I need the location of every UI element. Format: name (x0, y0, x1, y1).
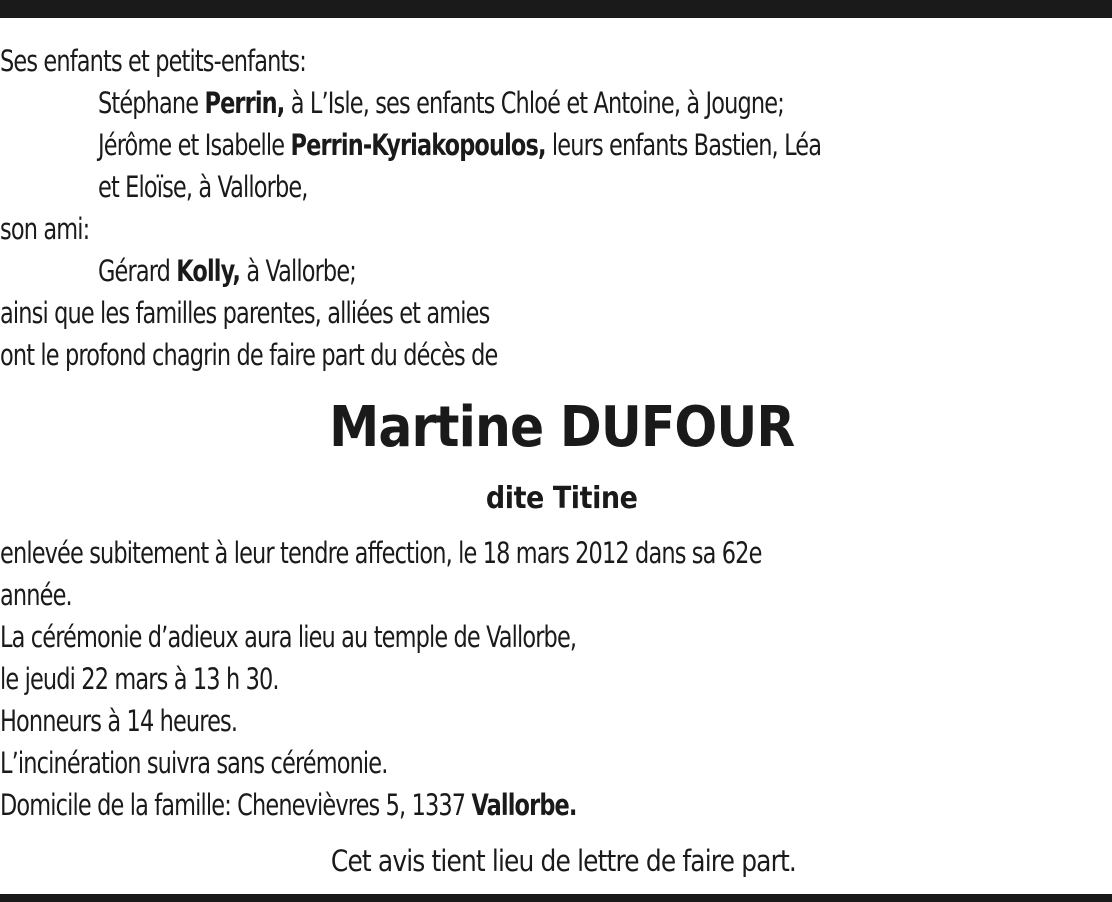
friend-entry-gerard (98, 250, 356, 292)
family-entry-stephane (98, 82, 784, 124)
entry-prefix: Stéphane (98, 86, 205, 120)
address-town: Vallorbe. (471, 788, 577, 822)
friend-heading: son ami: (0, 212, 90, 246)
ceremony-date-line: le jeudi 22 mars à 13 h 30. (0, 662, 279, 696)
announcement-line: ont le profond chagrin de faire part du décès de (0, 338, 498, 372)
honours-line: Honneurs à 14 heures. (0, 704, 238, 738)
details-line-1: enlevée subitement à leur tendre affection, le 18 mars 2012 dans sa 62e (0, 536, 762, 570)
surname-perrin-kyriakopoulos: Perrin-Kyriakopoulos, (290, 128, 546, 162)
ceremony-line: La cérémonie d’adieux aura lieu au temple de Vallorbe, (0, 620, 577, 654)
entry-prefix: Gérard (98, 254, 177, 288)
bottom-border-rule (0, 894, 1112, 902)
incineration-line: L’incinération suivra sans cérémonie. (0, 746, 388, 780)
family-entry-jerome (98, 124, 821, 166)
family-address-line (0, 784, 577, 826)
footer-notice: Cet avis tient lieu de lettre de faire part. (330, 844, 796, 878)
entry-suffix: à Vallorbe; (240, 254, 356, 288)
deceased-nickname: dite Titine (485, 481, 638, 516)
intro-heading: Ses enfants et petits-enfants: (0, 44, 306, 78)
entry-suffix: à L’Isle, ses enfants Chloé et Antoine, à Jougne; (284, 86, 784, 120)
entry-prefix: Jérôme et Isabelle (98, 128, 291, 162)
entry-suffix: leurs enfants Bastien, Léa (545, 128, 822, 162)
deceased-name: Martine DUFOUR (329, 395, 795, 460)
address-prefix: Domicile de la famille: Chenevièvres 5, 1337 (0, 788, 472, 822)
families-line: ainsi que les familles parentes, alliées et amies (0, 296, 490, 330)
details-line-2: année. (0, 578, 72, 612)
surname-kolly: Kolly, (176, 254, 241, 288)
family-entry-jerome-continued: et Eloïse, à Vallorbe, (98, 170, 308, 204)
top-border-rule (0, 0, 1112, 18)
surname-perrin: Perrin, (204, 86, 285, 120)
